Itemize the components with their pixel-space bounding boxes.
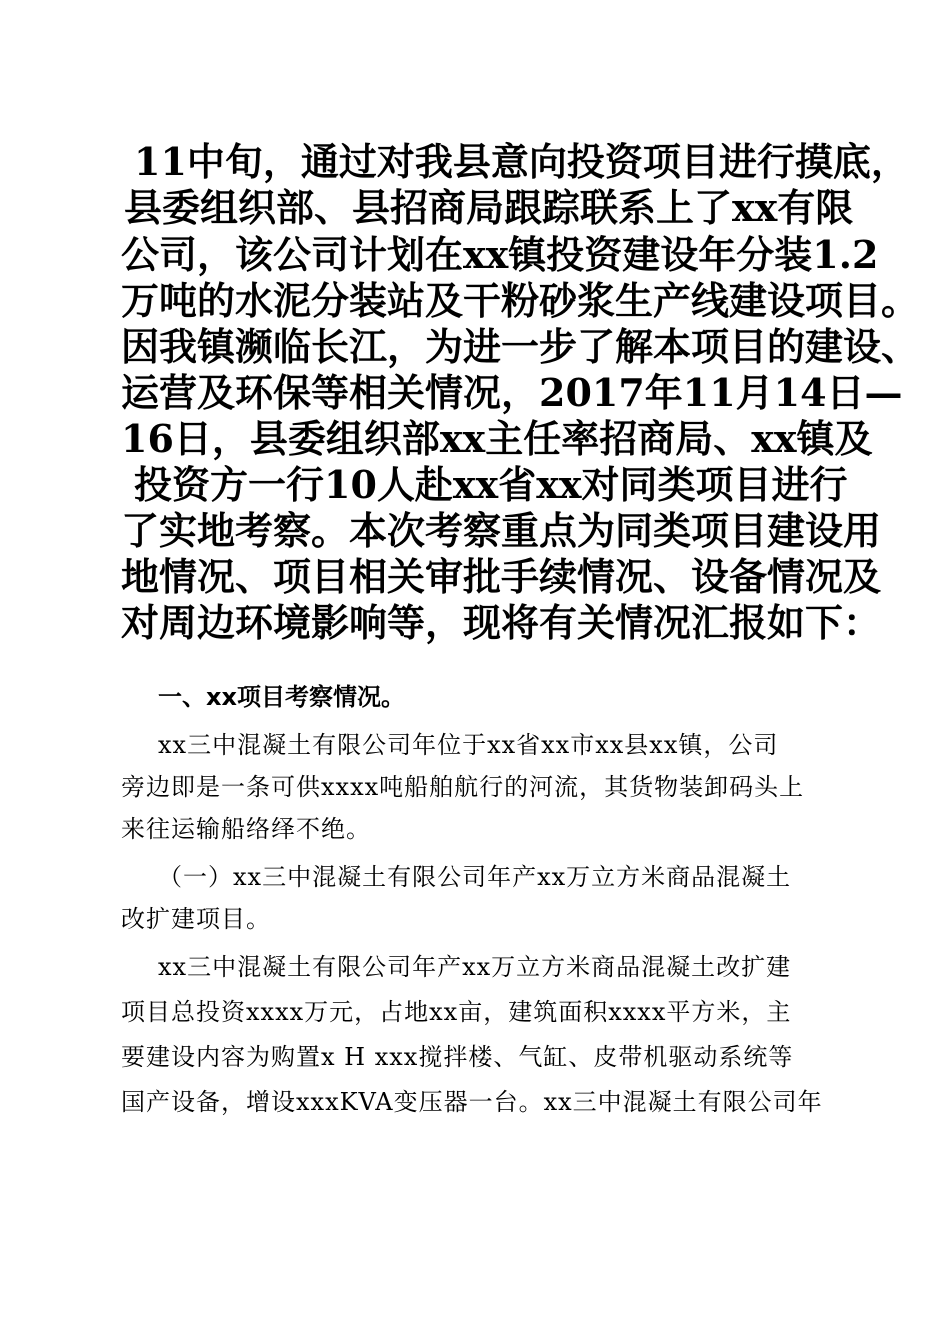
body-line: 国产设备，增设xxxKVA变压器一台。xx三中混凝土有限公司年 xyxy=(121,1088,823,1116)
intro-line: 投资方一行10人赴xx省xx对同类项目进行 xyxy=(134,462,848,507)
intro-line: 16日，县委组织部xx主任率招商局、xx镇及 xyxy=(121,416,873,461)
subsection-heading: 改扩建项目。 xyxy=(121,905,271,933)
section-heading: 一、xx项目考察情况。 xyxy=(158,683,405,711)
body-line: 要建设内容为购置x H xxx搅拌楼、气缸、皮带机驱动系统等 xyxy=(121,1043,794,1071)
intro-line: 地情况、项目相关审批手续情况、设备情况及 xyxy=(121,554,882,599)
intro-line: 公司，该公司计划在xx镇投资建设年分装1.2 xyxy=(121,232,879,277)
intro-line: 运营及环保等相关情况，2017年11月14日— xyxy=(121,370,903,415)
body-line: xx三中混凝土有限公司年产xx万立方米商品混凝土改扩建 xyxy=(158,953,792,981)
body-line: 项目总投资xxxx万元，占地xx亩，建筑面积xxxx平方米，主 xyxy=(121,998,792,1026)
intro-line: 对周边环境影响等，现将有关情况汇报如下： xyxy=(121,600,882,645)
intro-line: 万吨的水泥分装站及干粉砂浆生产线建设项目。 xyxy=(121,278,920,323)
intro-line: 了实地考察。本次考察重点为同类项目建设用 xyxy=(121,508,882,553)
intro-line: 因我镇濒临长江，为进一步了解本项目的建设、 xyxy=(121,324,920,369)
intro-line: 11中旬，通过对我县意向投资项目进行摸底， xyxy=(134,139,909,184)
subsection-heading: （一）xx三中混凝土有限公司年产xx万立方米商品混凝土 xyxy=(158,863,792,891)
body-line: xx三中混凝土有限公司年位于xx省xx市xx县xx镇，公司 xyxy=(158,731,779,759)
intro-line: 县委组织部、县招商局跟踪联系上了xx有限 xyxy=(124,185,854,230)
body-line: 旁边即是一条可供xxxx吨船舶航行的河流，其货物装卸码头上 xyxy=(121,773,805,801)
body-line: 来往运输船络绎不绝。 xyxy=(121,815,371,843)
